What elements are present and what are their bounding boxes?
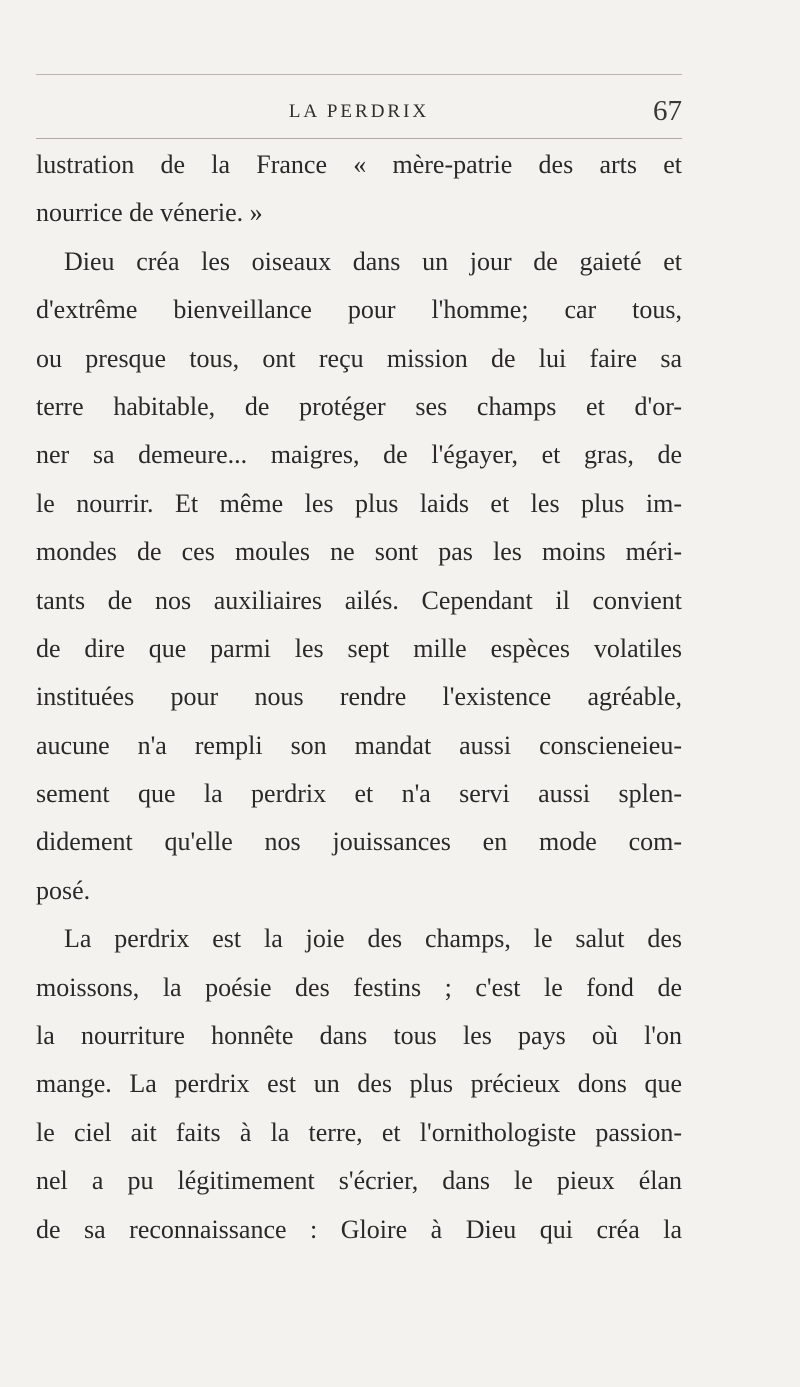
text-line: le ciel ait faits à la terre, et l'ornithologiste passion- — [36, 1117, 682, 1147]
text-line: mange. La perdrix est un des plus précieux dons que — [36, 1069, 682, 1099]
text-line: nel a pu légitimement s'écrier, dans le pieux élan — [36, 1166, 682, 1196]
text-line: de sa reconnaissance : Gloire à Dieu qui créa la — [36, 1214, 682, 1244]
text-line: sement que la perdrix et n'a servi aussi splen- — [36, 779, 682, 809]
header-rule — [36, 138, 682, 139]
text-line: le nourrir. Et même les plus laids et les plus im- — [36, 488, 682, 518]
page-header — [36, 95, 682, 129]
text-line: aucune n'a rempli son mandat aussi conscieneieu- — [36, 730, 682, 760]
body-text — [36, 141, 682, 1254]
text-line: ner sa demeure... maigres, de l'égayer, et gras, de — [36, 440, 682, 470]
text-line: terre habitable, de protéger ses champs et d'or- — [36, 391, 682, 421]
text-line: ou presque tous, ont reçu mission de lui faire sa — [36, 343, 682, 373]
text-line: lustration de la France « mère-patrie des arts et — [36, 150, 682, 179]
text-line: nourrice de vénerie. » — [36, 198, 263, 228]
text-line: moissons, la poésie des festins ; c'est le fond de — [36, 972, 682, 1002]
text-line: la nourriture honnête dans tous les pays où l'on — [36, 1021, 682, 1051]
text-line: instituées pour nous rendre l'existence agréable, — [36, 682, 682, 712]
text-line: de dire que parmi les sept mille espèces volatiles — [36, 633, 682, 663]
running-title: LA PERDRIX — [288, 101, 430, 122]
text-line: Dieu créa les oiseaux dans un jour de gaieté et — [64, 246, 682, 276]
top-rule — [36, 74, 682, 75]
text-line: d'extrême bienveillance pour l'homme; car tous, — [36, 295, 682, 325]
text-line: didement qu'elle nos jouissances en mode com- — [36, 827, 682, 857]
text-line: posé. — [36, 875, 91, 905]
page-number: 67 — [653, 95, 682, 127]
text-line: mondes de ces moules ne sont pas les moins méri- — [36, 537, 682, 567]
text-line: La perdrix est la joie des champs, le salut des — [64, 924, 682, 954]
text-line: tants de nos auxiliaires ailés. Cependant il convient — [36, 585, 682, 615]
